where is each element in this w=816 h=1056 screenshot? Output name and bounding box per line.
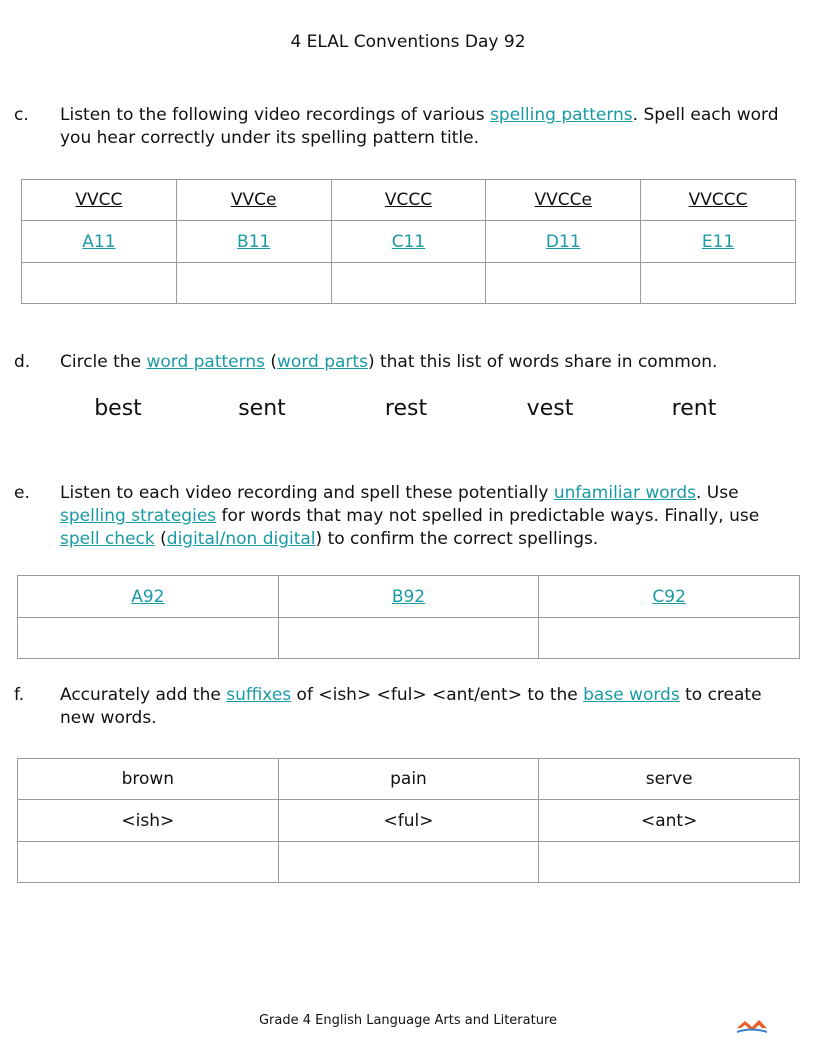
video-cell xyxy=(539,576,800,618)
header-vvcc: VVCC xyxy=(22,180,177,221)
word-item[interactable]: vest xyxy=(526,396,574,421)
answer-cell[interactable] xyxy=(22,263,177,304)
header-vvce: VVCe xyxy=(176,180,331,221)
suffix-cell: <ant> xyxy=(539,800,800,842)
video-link-c11[interactable]: C11 xyxy=(391,231,426,252)
item-e-letter: e. xyxy=(14,483,30,503)
page-title: 4 ELAL Conventions Day 92 xyxy=(290,32,526,52)
video-cell xyxy=(486,221,641,263)
suffix-cell: <ful> xyxy=(278,800,539,842)
answer-cell[interactable] xyxy=(539,842,800,883)
word-item[interactable]: rent xyxy=(671,396,717,421)
answer-cell[interactable] xyxy=(18,618,279,659)
unfamiliar-words-table xyxy=(17,575,800,659)
publisher-logo-icon xyxy=(735,1016,769,1036)
word-item[interactable]: best xyxy=(94,396,142,421)
item-f xyxy=(14,684,794,730)
item-d-text-3: ) that this list of words share in common. xyxy=(367,352,718,372)
word-parts-link[interactable]: word parts xyxy=(277,352,368,372)
video-link-b92[interactable]: B92 xyxy=(391,586,426,607)
video-link-e11[interactable]: E11 xyxy=(701,231,735,252)
word-item[interactable]: rest xyxy=(384,396,428,421)
video-link-a11[interactable]: A11 xyxy=(82,231,116,252)
footer: Grade 4 English Language Arts and Literature xyxy=(258,1013,558,1028)
word-item[interactable]: sent xyxy=(238,396,286,421)
item-e-text-1: Listen to each video recording and spell these potentially xyxy=(60,483,554,503)
item-c-text-1: Listen to the following video recordings of various xyxy=(60,105,491,125)
answer-cell[interactable] xyxy=(331,263,486,304)
item-e-text-4: ( xyxy=(154,529,167,549)
spelling-patterns-link[interactable]: spelling patterns xyxy=(490,105,633,125)
base-word-cell: pain xyxy=(278,759,539,800)
digital-non-digital-link[interactable]: digital/non digital xyxy=(166,529,316,549)
item-c-instructions xyxy=(60,104,794,150)
suffix-table xyxy=(17,758,800,883)
item-d xyxy=(14,351,794,374)
video-link-c92[interactable]: C92 xyxy=(652,586,686,607)
answer-cell[interactable] xyxy=(176,263,331,304)
item-e-text-3: for words that may not spelled in predictable ways. Finally, use xyxy=(216,506,760,526)
answer-cell[interactable] xyxy=(486,263,641,304)
header-vvcce: VVCCe xyxy=(486,180,641,221)
suffix-cell: <ish> xyxy=(18,800,279,842)
unfamiliar-words-link[interactable]: unfamiliar words xyxy=(553,483,696,503)
suffixes-link[interactable]: suffixes xyxy=(226,685,292,705)
item-e-text-2: . Use xyxy=(695,483,739,503)
item-c-text-2: . Spell each word you hear correctly under its spelling pattern title. xyxy=(60,105,779,148)
item-c xyxy=(14,104,794,150)
video-cell xyxy=(22,221,177,263)
item-f-instructions xyxy=(60,684,794,730)
video-cell xyxy=(331,221,486,263)
answer-cell[interactable] xyxy=(641,263,796,304)
video-cell xyxy=(176,221,331,263)
header-vccc: VCCC xyxy=(331,180,486,221)
spelling-pattern-table xyxy=(21,179,796,304)
spell-check-link[interactable]: spell check xyxy=(60,529,155,549)
item-c-letter: c. xyxy=(14,105,29,125)
item-e-text-5: ) to confirm the correct spellings. xyxy=(315,529,599,549)
video-link-d11[interactable]: D11 xyxy=(545,231,581,252)
word-patterns-link[interactable]: word patterns xyxy=(146,352,265,372)
spelling-strategies-link[interactable]: spelling strategies xyxy=(60,506,217,526)
item-f-text-2: of <ish> <ful> <ant/ent> to the xyxy=(291,685,584,705)
item-f-letter: f. xyxy=(14,685,25,705)
item-d-letter: d. xyxy=(14,352,31,372)
answer-cell[interactable] xyxy=(278,618,539,659)
item-e xyxy=(14,482,794,551)
video-link-a92[interactable]: A92 xyxy=(131,586,165,607)
base-words-link[interactable]: base words xyxy=(583,685,680,705)
item-f-text-3: to create new words. xyxy=(60,685,762,728)
item-e-instructions xyxy=(60,482,794,551)
item-d-text-2: ( xyxy=(264,352,278,372)
header-vvccc: VVCCC xyxy=(641,180,796,221)
base-word-cell: brown xyxy=(18,759,279,800)
item-d-instructions xyxy=(60,351,794,374)
video-cell xyxy=(18,576,279,618)
video-cell xyxy=(641,221,796,263)
answer-cell[interactable] xyxy=(278,842,539,883)
base-word-cell: serve xyxy=(539,759,800,800)
video-link-b11[interactable]: B11 xyxy=(237,231,271,252)
answer-cell[interactable] xyxy=(18,842,279,883)
video-cell xyxy=(278,576,539,618)
answer-cell[interactable] xyxy=(539,618,800,659)
item-f-text-1: Accurately add the xyxy=(60,685,227,705)
item-d-text-1: Circle the xyxy=(60,352,147,372)
